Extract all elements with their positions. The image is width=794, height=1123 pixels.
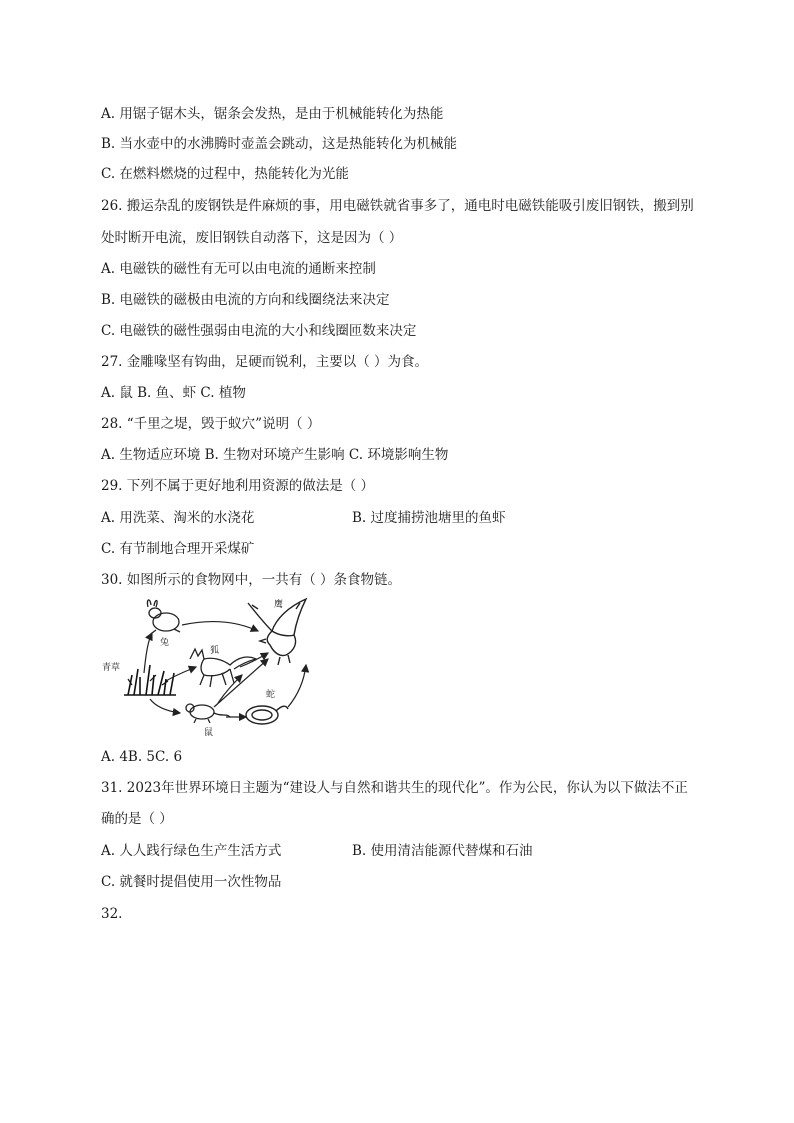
- label-mouse: 鼠: [204, 728, 214, 738]
- q30-options: A. 4B. 5C. 6: [101, 749, 183, 765]
- snake-drawing: [246, 706, 288, 724]
- q29-option-a: A. 用洗菜、淘米的水浇花: [101, 510, 255, 526]
- food-web-arrows: [144, 622, 306, 717]
- label-snake: 蛇: [266, 690, 276, 700]
- q25-option-b: B. 当水壶中的水沸腾时壶盖会跳动，这是热能转化为机械能: [101, 136, 458, 152]
- food-web-figure: [100, 595, 340, 740]
- q31-option-c: C. 就餐时提倡使用一次性物品: [101, 874, 282, 890]
- q26-option-b: B. 电磁铁的磁极由电流的方向和线圈绕法来决定: [101, 292, 390, 308]
- q25-option-c: C. 在燃料燃烧的过程中，热能转化为光能: [101, 166, 349, 182]
- q26-option-c: C. 电磁铁的磁性强弱由电流的大小和线圈匝数来决定: [101, 323, 417, 339]
- fox-drawing: [190, 649, 256, 687]
- label-rabbit: 兔: [160, 638, 170, 648]
- q26-option-a: A. 电磁铁的磁性有无可以由电流的通断来控制: [101, 261, 376, 277]
- q28-stem: 28. “千里之堤，毁于蚁穴”说明（ ）: [101, 416, 321, 432]
- q32-stem: 32.: [101, 906, 123, 922]
- q27-options: A. 鼠 B. 鱼、虾 C. 植物: [101, 385, 246, 401]
- q27-stem: 27. 金雕喙坚有钩曲，足硬而锐利，主要以（ ）为食。: [101, 354, 429, 370]
- label-fox: 狐: [210, 646, 220, 656]
- mouse-drawing: [186, 704, 230, 723]
- q31-options-row: [101, 841, 533, 861]
- q31-option-a: A. 人人践行绿色生产生活方式: [101, 843, 282, 859]
- q30-stem: 30. 如图所示的食物网中，一共有（ ）条食物链。: [101, 572, 402, 588]
- q28-options: A. 生物适应环境 B. 生物对环境产生影响 C. 环境影响生物: [101, 447, 449, 463]
- q26-stem-line1: 26. 搬运杂乱的废钢铁是件麻烦的事，用电磁铁就省事多了，通电时电磁铁能吸引废旧钢铁，搬到别: [101, 198, 694, 214]
- rabbit-drawing: [147, 600, 180, 633]
- q31-stem-line1: 31. 2023年世界环境日主题为“建设人与自然和谐共生的现代化”。作为公民，你认为以下做法不正: [101, 780, 688, 796]
- q29-option-c: C. 有节制地合理开采煤矿: [101, 541, 255, 557]
- label-eagle: 鹰: [274, 600, 284, 610]
- q29-option-b: B. 过度捕捞池塘里的鱼虾: [352, 510, 506, 526]
- q26-stem-line2: 处时断开电流，废旧钢铁自动落下，这是因为（ ）: [101, 230, 403, 246]
- q29-options-row: [101, 508, 506, 528]
- q31-option-b: B. 使用清洁能源代替煤和石油: [352, 843, 533, 859]
- q29-stem: 29. 下列不属于更好地利用资源的做法是（ ）: [101, 478, 375, 494]
- q25-option-a: A. 用锯子锯木头，锯条会发热，是由于机械能转化为热能: [101, 106, 444, 122]
- q31-stem-line2: 确的是（ ）: [101, 811, 173, 827]
- label-grass: 青草: [102, 663, 121, 673]
